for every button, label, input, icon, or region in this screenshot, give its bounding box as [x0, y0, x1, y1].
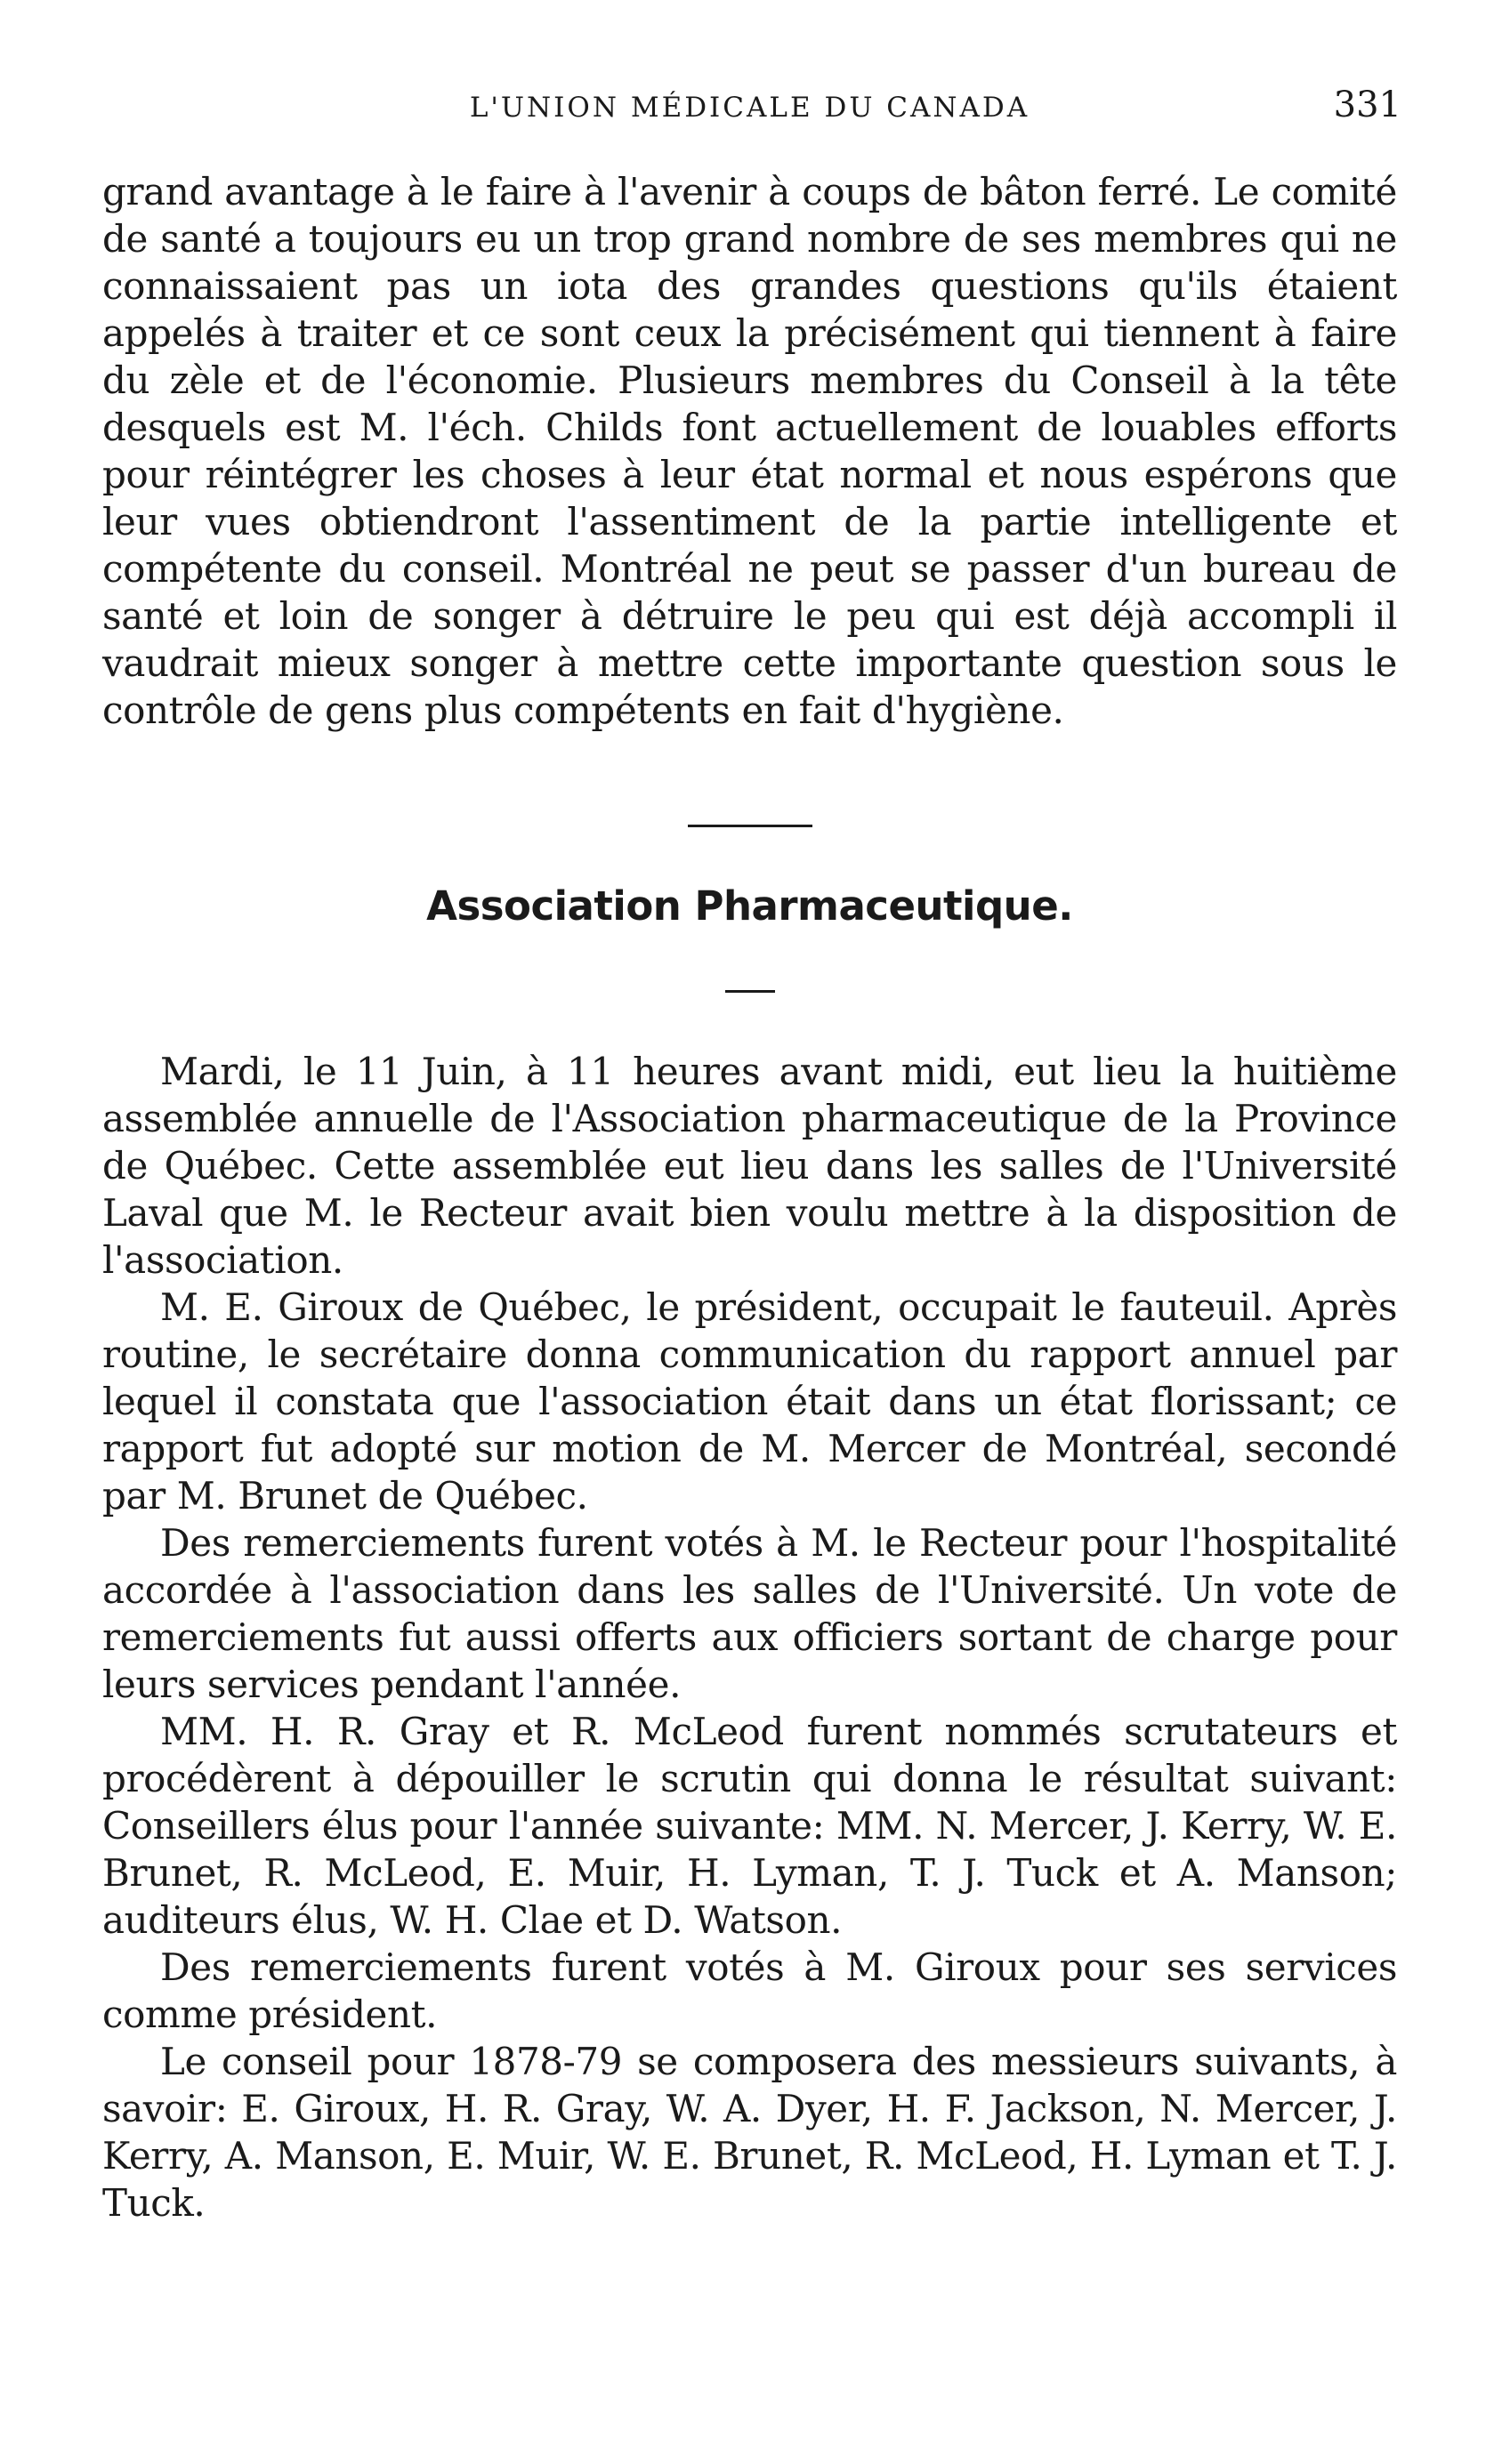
section-title: Association Pharmaceutique. [426, 882, 1073, 930]
document-page [102, 85, 1401, 2226]
intro-paragraph: grand avantage à le faire à l'avenir à coups de bâton ferré. Le comité de santé a toujours eu un trop grand nombre de ses membres qui ne connaissaient pas un iota des grandes questions qu'ils étaient appelés à traiter et ce sont ceux la précisément qui tiennent à faire du zèle et de l'économie. Plusieurs membres du Conseil à la tête desquels est M. l'éch. Childs font actuellement de louables efforts pour réintégrer les choses à leur état normal et nous espérons que leur vues obtiendront l'assentiment de la partie intelligente et compétente du conseil. Montréal ne peut se passer d'un bureau de santé et loin de songer à détruire le peu qui est déjà accompli il vaudrait mieux songer à mettre cette importante question sous le contrôle de gens plus compétents en fait d'hygiène. [102, 170, 1397, 732]
body-paragraph-2: M. E. Giroux de Québec, le président, occupait le fauteuil. Après routine, le secrétaire donna communication du rapport annuel par lequel il constata que l'association était dans un état florissant; ce rapport fut adopté sur motion de M. Mercer de Montréal, secondé par M. Brunet de Québec. [102, 1285, 1397, 1518]
section-divider [688, 825, 812, 827]
body-paragraph-1: Mardi, le 11 Juin, à 11 heures avant midi, eut lieu la huitième assemblée annuelle de l'Association pharmaceutique de la Province de Québec. Cette assemblée eut lieu dans les salles de l'Université Laval que M. le Recteur avait bien voulu mettre à la disposition de l'association. [102, 1050, 1397, 1282]
running-header [102, 85, 1401, 138]
body-paragraph-3: Des remerciements furent votés à M. le Recteur pour l'hospitalité accordée à l'association dans les salles de l'Université. Un vote de remerciements fut aussi offerts aux officiers sortant de charge pour leurs services pendant l'année. [102, 1521, 1397, 1706]
body-paragraph-6: Le conseil pour 1878-79 se composera des messieurs suivants, à savoir: E. Giroux, H. R. Gray, W. A. Dyer, H. F. Jackson, N. Mercer, J. Kerry, A. Manson, E. Muir, W. E. Brunet, R. McLeod, H. Lyman et T. J. Tuck. [102, 2040, 1397, 2225]
body-paragraph-5: Des remerciements furent votés à M. Giroux pour ses services comme président. [102, 1945, 1397, 2036]
body-paragraph-4: MM. H. R. Gray et R. McLeod furent nommés scrutateurs et procédèrent à dépouiller le scrutin qui donna le résultat suivant: Conseillers élus pour l'année suivante: MM. N. Mercer, J. Kerry, W. E. Brunet, R. McLeod, E. Muir, H. Lyman, T. J. Tuck et A. Manson; auditeurs élus, W. H. Clae et D. Watson. [102, 1710, 1397, 1942]
journal-title: L'UNION MÉDICALE DU CANADA [469, 92, 1030, 124]
title-underline [725, 990, 775, 993]
page-number: 331 [1333, 85, 1401, 125]
